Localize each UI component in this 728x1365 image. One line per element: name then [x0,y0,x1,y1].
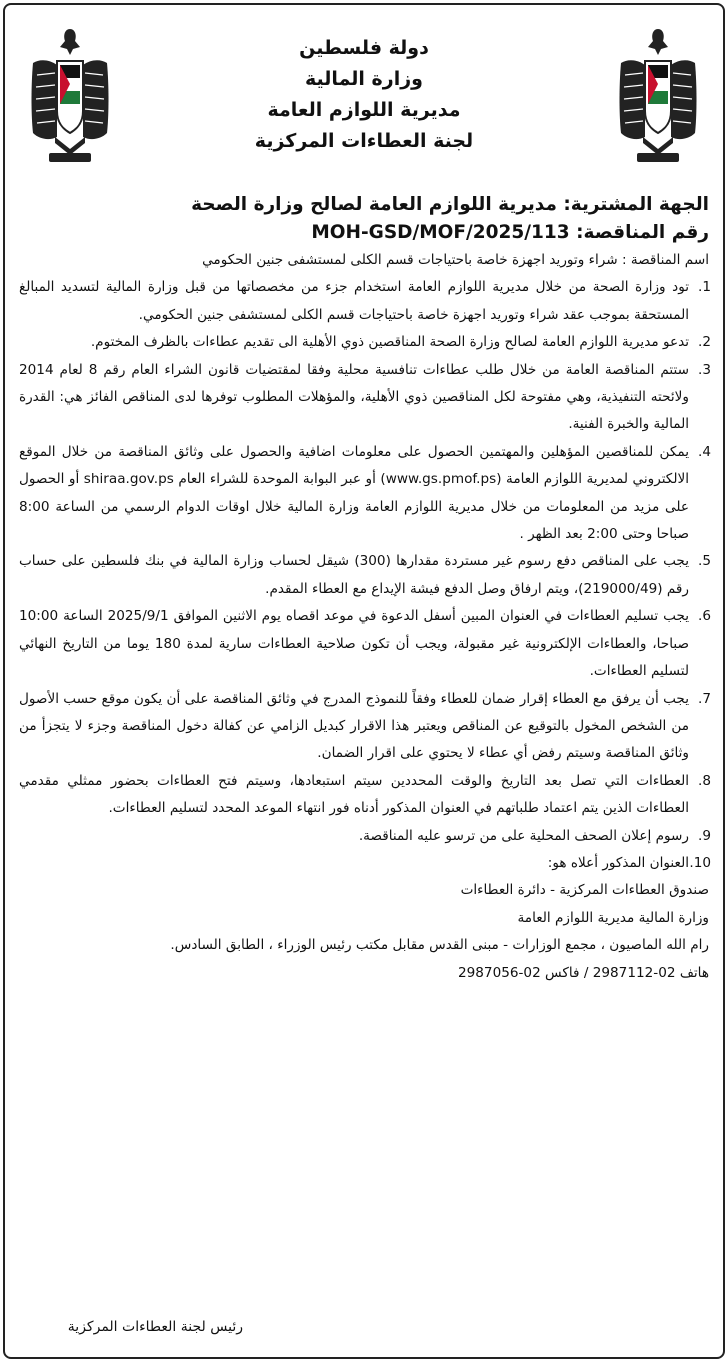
tender-name: اسم المناقصة : شراء وتوريد اجهزة خاصة باحتياجات قسم الكلى لمستشفى جنين الحكومي [202,252,709,268]
address-line-ministry: وزارة المالية مديرية اللوازم العامة [517,909,709,926]
item-text: تود وزارة الصحة من خلال مديرية اللوازم العامة استخدام جزء من مخصصاتها من قبل وزارة المالية لتسديد المبالغ المستحقة بموجب عقد شراء وتوريد اجهزة خاصة باحتياجات قسم الكلى لمستشفى جنين الحكومي. [19,279,689,323]
item-text: يمكن للمناقصين المؤهلين والمهتمين الحصول على معلومات اضافية والحصول على وثائق المناقصة من خلال الموقع الالكتروني لمديرية اللوازم العامة (www.gs.pmof.ps) أو عبر البوابة الموحدة للشراء العام shiraa.gov.ps أو الحصول على مزيد من المعلومات من خلال مديرية اللوازم العامة وزارة المالية خلال اوقات الدوام الرسمي من الساعة 8:00 صباحا وحتى 2:00 بعد الظهر . [19,443,689,543]
list-item [19,548,711,603]
address-line-contact: هاتف 02-2987112 / فاكس 02-2987056 [457,964,709,981]
tender-announcement [3,3,725,1359]
item-text: العطاءات التي تصل بعد التاريخ والوقت المحددين سيتم استبعادها، وسيتم فتح العطاءات بحضور ممثلي مقدمي العطاءات الذين يتم اعتماد طلباتهم في العنوان المذكور أدناه فور انتهاء الموعد المحدد لتسليم العطاءات. [19,772,689,817]
address-line-location: رام الله الماصيون ، مجمع الوزارات - مبنى القدس مقابل مكتب رئيس الوزراء ، الطابق السادس. [170,937,709,954]
palestine-eagle-emblem-right [615,25,701,165]
item-text: يجب على المناقص دفع رسوم غير مستردة مقدارها (300) شيقل لحساب وزارة المالية في بنك فلسطين على حساب رقم (219000/49)، ويتم ارفاق وصل الدفع فيشة الإيداع مع العطاء المقدم. [19,553,689,597]
tender-number-line [19,219,709,247]
terms-list [19,274,709,877]
tender-number-label: رقم المناقصة: [576,222,709,243]
list-item [19,329,711,356]
item-number: 2. [698,334,711,351]
item-number: 1. [698,279,711,296]
palestine-eagle-emblem-left [27,25,113,165]
item-text: العنوان المذكور أعلاه هو: [547,854,689,871]
purchasing-entity: الجهة المشترية: مديرية اللوازم العامة لصالح وزارة الصحة [191,194,709,215]
directorate-name: مديرية اللوازم العامة [267,99,461,121]
ministry-name: وزارة المالية [305,68,423,90]
letterhead [155,33,573,157]
item-number: 9. [698,827,711,844]
item-text: تدعو مديرية اللوازم العامة لصالح وزارة الصحة المناقصين ذوي الأهلية الى تقديم عطاءات بالظرف المختوم. [90,334,689,351]
announcement-body [19,191,709,987]
list-item [19,603,711,685]
item-number: 3. [698,361,711,378]
item-number: 6. [698,608,711,625]
tender-number: MOH-GSD/MOF/2025/113 [311,222,570,243]
item-number: 10. [689,854,711,871]
item-text: يجب أن يرفق مع العطاء إقرار ضمان للعطاء وفقاً للنموذج المدرج في وثائق المناقصة على أن يكون موقع حسب الأصول من الشخص المخول بالتوقيع عن المناقص ويعتبر هذا الاقرار كبديل الزامي عن كفالة دخول المناقصة وجزء لا يتجزأ من وثائق المناقصة وسيتم رفض أي عطاء لا يحتوي على اقرار الضمان. [19,690,689,762]
item-number: 5. [698,553,711,570]
list-item [19,768,711,823]
list-item [19,850,711,877]
item-text: ستتم المناقصة العامة من خلال طلب عطاءات تنافسية محلية وفقا لمقتضيات قانون الشراء العام رقم 8 لعام 2014 ولائحته التنفيذية، وهي مفتوحة لكل المناقصين ذوي الأهلية، والمؤهلات المطلوب توفرها لدى المناقص الفائز هي: القدرة المالية والخبرة الفنية. [19,361,689,433]
delivery-address [19,877,709,987]
item-text: يجب تسليم العطاءات في العنوان المبين أسفل الدعوة في موعد اقصاه يوم الاثنين الموافق 2025/9/1 الساعة 10:00 صباحا، والعطاءات الإلكترونية غير مقبولة، ويجب أن تكون صلاحية العطاءات سارية لمدة 180 يوما من التاريخ النهائي لتسليم العطاءات. [19,608,689,680]
list-item [19,439,711,549]
item-number: 8. [698,772,711,789]
committee-name: لجنة العطاءات المركزية [254,130,474,152]
item-number: 7. [698,690,711,707]
list-item [19,357,711,439]
address-line-box: صندوق العطاءات المركزية - دائرة العطاءات [460,882,709,899]
item-number: 4. [698,443,711,460]
signature-title: رئيس لجنة العطاءات المركزية [67,1319,243,1335]
list-item [19,823,711,850]
item-text: رسوم إعلان الصحف المحلية على من ترسو عليه المناقصة. [358,827,689,844]
list-item [19,686,711,768]
state-name: دولة فلسطين [299,37,429,59]
list-item [19,274,711,329]
